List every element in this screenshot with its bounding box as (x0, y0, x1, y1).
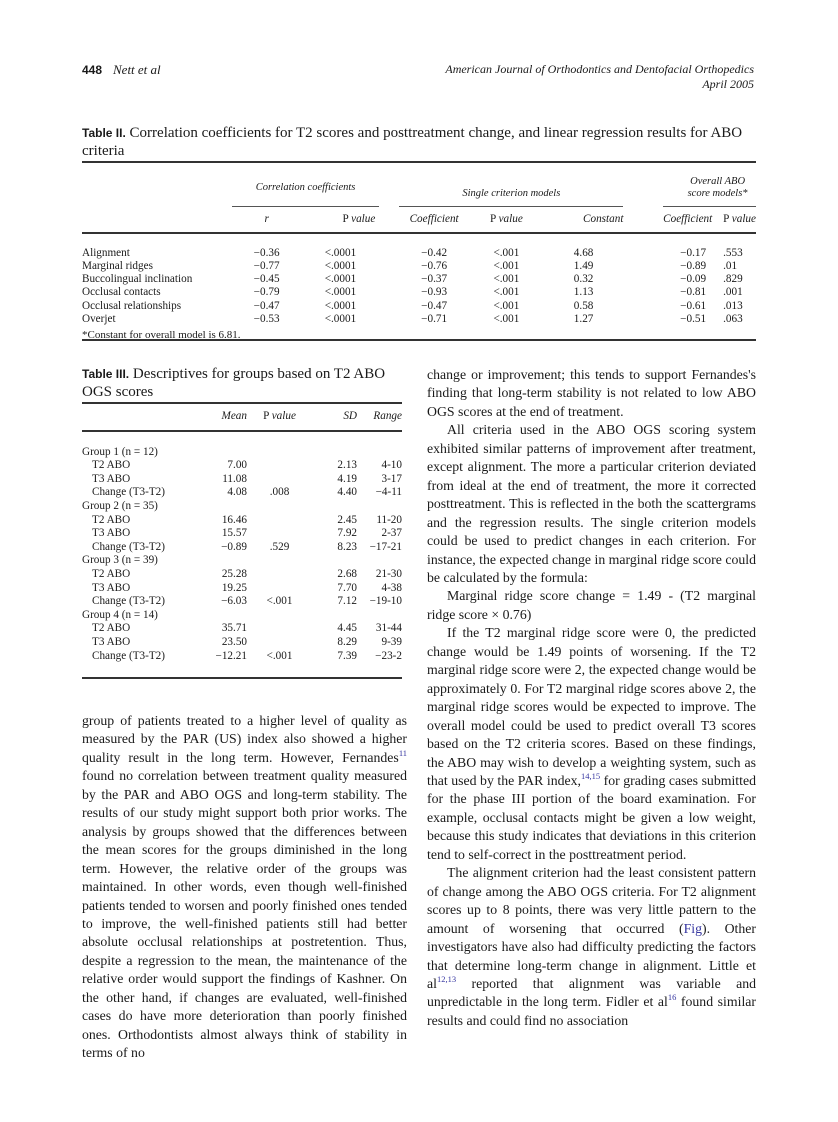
running-journal (445, 62, 754, 92)
journal-title: American Journal of Orthodontics and Dentofacial Orthopedics (445, 62, 754, 76)
running-authors: Nett et al (113, 62, 161, 77)
paragraph: The alignment criterion had the least consistent pattern of change among the ABO OGS criteria. For T2 alignment scores up to 8 points, there was very little pattern to the amount of worsening that occurred (Fig). Other investigators have also had difficulty predicting the factors that determine long-term change in alignment. Little et al$^{12,13}$ reported that alignment was variable and unpredictable in the long term. Fidler et $al^{16}$ found similar results and could find no association (427, 865, 757, 1028)
table2-caption-text: Correlation coefficients for T2 scores and posttreatment change, and linear regression results for ABO criteria (82, 125, 743, 159)
table3 (82, 402, 402, 679)
citation-link[interactable]: 16 (667, 992, 677, 1003)
table3-col-mean: Mean (221, 410, 247, 423)
group-header: Group 4 (n = 14) (82, 608, 158, 621)
paragraph: If the T2 marginal ridge score were 0, the predicted change would be 1.49 points of worsening. If the T2 marginal ridge score were 2, the expected change would be approximately 0. For T2 marginal ridge scores above 2, the marginal ridge scores would be expected to improve. The overall model could be used to predict overall T3 scores based on the T2 criteria scores. Based on these findings, the ABO may wish to develop a weighting system, such as that used by the PAR index,$^{14,15}$ for grading cases submitted for the phase III portion of the board examination. For example, occlusal contacts might be given a low weight, because this study indicates that deviations in this criterion tend to self-correct in the posttreatment period. (427, 625, 756, 862)
table2-col-opvalue: P value (723, 212, 756, 225)
figure-link[interactable]: Fig (683, 920, 702, 936)
table-row: T3 ABO 23.50 8.29 9-39 (92, 635, 402, 648)
table-row: Buccolingual inclination −0.45 <.0001 −0.37 <.001 0.32 −0.09 .829 (82, 273, 743, 286)
paragraph: group of patients treated to a higher level of quality as measured by the PAR (US) index also showed a higher quality result in the long term. However, Fernandes$^{11}$ found no correlation between treatment quality measured by the PAR and ABO OGS and long-term stability. The results of our study might support both prior works. The analysis by groups showed that the differences between the mean scores for the groups diminished in the long term. However, the relative order of the groups was maintained. In other words, even though well-finished patients tended to worsen and poorly finished ones tended to improve, the well-finished patients still had better absolute occlusal relationships at postretention. Thus, despite a regression to the mean, the maintenance of the relative order would support the findings of Kashner. On the other hand, if changes are evaluated, well-finished cases do have more deterioration than poorly finished ones. Orthodontists almost always think of stability in terms of no (82, 713, 407, 1061)
table3-col-range: Range (373, 410, 402, 423)
table3-col-sd: SD (343, 410, 357, 423)
table2-col-pvalue2: P value (489, 212, 523, 225)
table2-col-coefficient: Coefficient (409, 212, 459, 225)
issue-date: April 2005 (702, 77, 754, 91)
table2-col-constant: Constant (583, 212, 624, 225)
right-column-text (427, 366, 756, 1030)
table3-caption-text: Descriptives for groups based on T2 ABO OGS scores (82, 366, 386, 400)
citation-link[interactable]: 11 (398, 747, 407, 758)
paragraph: change or improvement; this tends to support Fernandes's finding that long-term stability is not related to low ABO OGS scores at the end of treatment. (427, 367, 756, 419)
table3-label: Table III. (82, 367, 130, 381)
group-header: Group 2 (n = 35) (82, 499, 158, 512)
group-header: Group 3 (n = 39) (82, 554, 158, 567)
table-row: Alignment −0.36 <.0001 −0.42 <.001 4.68 −0.17 .553 (82, 246, 743, 259)
table2-footnote: *Constant for overall model is 6.81. (82, 329, 241, 341)
table-row: Change (T3-T2) 4.08 .008 4.40 −4-11 (92, 486, 402, 499)
table-row: T3 ABO 11.08 4.19 3-17 (92, 472, 402, 485)
table-row: Change (T3-T2) −0.89 .529 8.23 −17-21 (92, 540, 402, 553)
citation-link[interactable]: 14,15 (580, 770, 601, 781)
table-row: T2 ABO 7.00 2.13 4-10 (92, 459, 402, 472)
page-number: 448 (82, 63, 103, 77)
group-header: Group 1 (n = 12) (82, 445, 158, 458)
paragraph: All criteria used in the ABO OGS scoring system exhibited similar patterns of improvement after treatment, except alignment. The more a particular criterion deviated from ideal at the end of treatment, the more it corrected posttreatment. This is reflected in the both the scattergrams and the regression results. The single criterion models could be used to predict changes in each criterion. For instance, the expected change in marginal ridge score could be calculated by the formula: (427, 422, 756, 585)
table2 (82, 161, 756, 341)
table2-group-correlation: Correlation coefficients (232, 176, 380, 207)
table-row: T2 ABO 25.28 2.68 21-30 (92, 567, 402, 580)
left-column-text (82, 712, 407, 1063)
table-row: T3 ABO 15.57 7.92 2-37 (92, 527, 402, 540)
table-row: Occlusal relationships −0.47 <.0001 −0.47 <.001 0.58 −0.61 .013 (82, 299, 743, 312)
table-row: Occlusal contacts −0.79 <.0001 −0.93 <.001 1.13 −0.81 .001 (82, 286, 743, 299)
table-row: T2 ABO 16.46 2.45 11-20 (92, 513, 402, 526)
table2-group-single: Single criterion models (399, 176, 623, 207)
table-row: Overjet −0.53 <.0001 −0.71 <.001 1.27 −0.51 .063 (82, 312, 743, 325)
table-row: Change (T3-T2) −6.03 <.001 7.12 −19-10 (92, 595, 402, 608)
table-row: T2 ABO 35.71 4.45 31-44 (92, 622, 402, 635)
table2-col-r: r (264, 212, 269, 225)
table3-caption (82, 365, 404, 401)
table2-col-pvalue: P value (342, 212, 376, 225)
table-row: T3 ABO 19.25 7.70 4-38 (92, 581, 402, 594)
table3-col-pvalue: P value (263, 410, 296, 423)
table2-caption (82, 124, 756, 160)
table-row: Marginal ridges −0.77 <.0001 −0.76 <.001 1.49 −0.89 .01 (82, 260, 738, 273)
table2-group-overall: Overall ABO score models* (663, 176, 756, 207)
citation-link[interactable]: 12,13 (436, 973, 457, 984)
table2-col-ocoef: Coefficient (663, 212, 713, 225)
table2-label: Table II. (82, 126, 126, 140)
formula: Marginal ridge score change = 1.49 - (T2 marginal ridge score × 0.76) (427, 588, 756, 622)
table-row: Change (T3-T2) −12.21 <.001 7.39 −23-2 (92, 649, 402, 662)
